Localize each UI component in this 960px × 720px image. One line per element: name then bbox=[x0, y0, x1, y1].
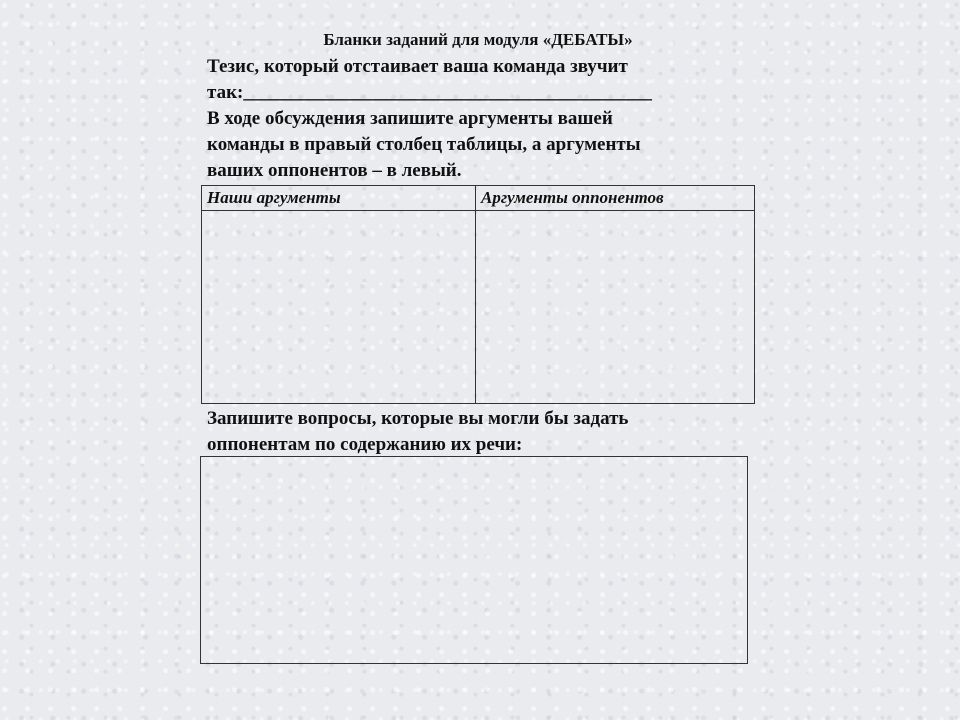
questions-prompt bbox=[207, 406, 752, 458]
opponent-arguments-cell[interactable] bbox=[476, 211, 755, 404]
thesis-prompt bbox=[207, 54, 752, 106]
table-header-row bbox=[202, 186, 755, 211]
questions-answer-box[interactable] bbox=[200, 456, 748, 664]
instruction-line-3: ваших оппонентов – в левый. bbox=[207, 160, 462, 181]
thesis-line-1: Тезис, который отстаивает ваша команда звучит bbox=[207, 56, 628, 77]
header-our-arguments: Наши аргументы bbox=[202, 186, 476, 211]
thesis-line-2: так:___________________________________________ bbox=[207, 82, 652, 103]
questions-line-1: Запишите вопросы, которые вы могли бы задать bbox=[207, 408, 629, 429]
our-arguments-cell[interactable] bbox=[202, 211, 476, 404]
questions-line-2: оппонентам по содержанию их речи: bbox=[207, 434, 523, 455]
instruction-line-2: команды в правый столбец таблицы, а аргументы bbox=[207, 134, 641, 155]
table-row bbox=[202, 211, 755, 404]
instruction-text bbox=[207, 106, 752, 184]
header-opponent-arguments: Аргументы оппонентов bbox=[476, 186, 755, 211]
instruction-line-1: В ходе обсуждения запишите аргументы вашей bbox=[207, 108, 613, 129]
form-title: Бланки заданий для модуля «ДЕБАТЫ» bbox=[323, 30, 633, 49]
arguments-table bbox=[201, 185, 755, 404]
